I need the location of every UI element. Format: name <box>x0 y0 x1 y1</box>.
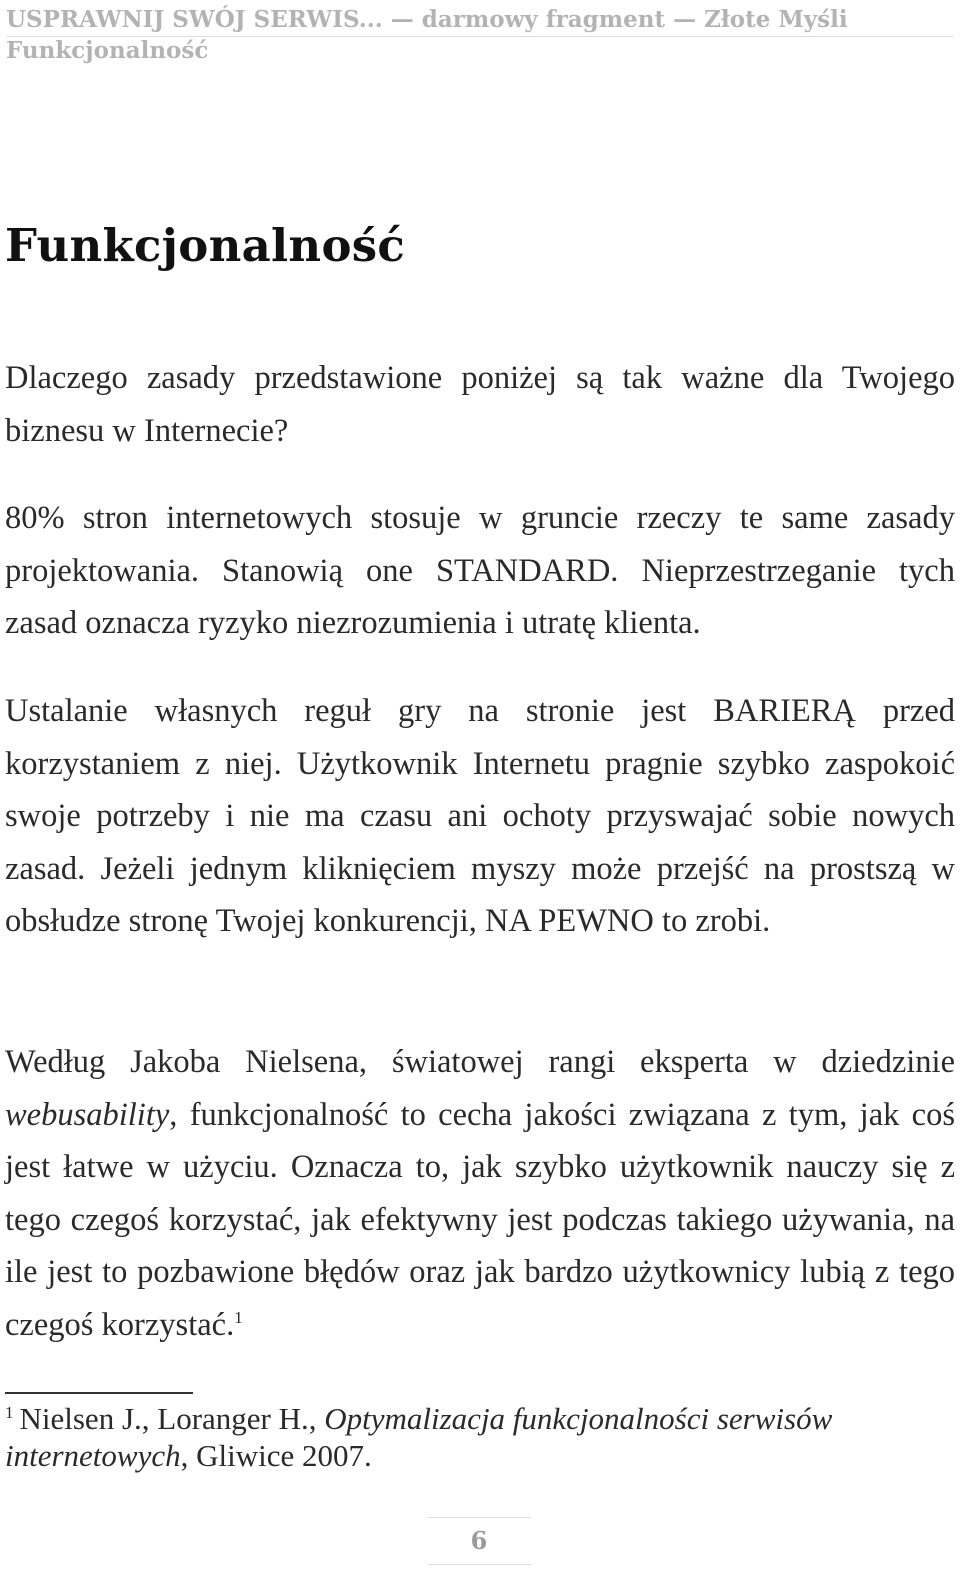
footnote-authors: Nielsen J., Loranger H., <box>19 1401 325 1436</box>
chapter-title: Funkcjonalność <box>5 219 406 272</box>
term-webusability: webusability <box>5 1096 170 1133</box>
running-header-chapter: Funkcjonalność <box>6 37 209 64</box>
paragraph-barrier: Ustalanie własnych reguł gry na stronie jest BARIERĄ przed korzystaniem z niej. Użytkownik Internetu pragnie szybko zaspokoić swoje potrzeby i nie ma czasu ani ochoty przyswajać sobie nowych zasad. Jeżeli jednym kliknięciem myszy może przejść na prostszą w obsłudze stronę Twojej konkurencji, NA PEWNO to zrobi. <box>5 693 955 939</box>
footnote-separator <box>5 1392 193 1394</box>
footnote-book-title: Optymalizacja funkcjonalności serwisów internetowych <box>5 1401 833 1473</box>
footnote-publication: , Gliwice 2007. <box>180 1438 372 1473</box>
running-header <box>6 4 954 66</box>
page-number: 6 <box>470 1526 488 1555</box>
paragraph-nielsen-part1: Według Jakoba Nielsena, światowej rangi eksperta w dziedzinie <box>5 1044 955 1080</box>
running-header-book-title: USPRAWNIJ SWÓJ SERWIS... — darmowy fragment — Złote Myśli <box>6 6 848 33</box>
page-footer <box>427 1517 531 1565</box>
paragraph-intro-question: Dlaczego zasady przedstawione poniżej są tak ważne dla Twojego biznesu w Internecie? <box>5 360 955 449</box>
footnote-reference[interactable]: 1 <box>234 1307 243 1327</box>
paragraph-standard: 80% stron internetowych stosuje w gruncie rzeczy te same zasady projektowania. Stanowią one STANDARD. Nieprzestrzeganie tych zasad oznacza ryzyko niezrozumienia i utratę klienta. <box>5 500 955 641</box>
header-divider <box>6 36 954 37</box>
footnote <box>5 1400 955 1474</box>
paragraph-nielsen-part2: , funkcjonalność to cecha jakości związana z tym, jak coś jest łatwe w użyciu. Oznacza to, jak szybko użytkownik nauczy się z tego czegoś korzystać, jak efektywny jest podczas takiego używania, na ile jest to pozbawione błędów oraz jak bardzo użytkownicy lubią z tego czegoś korzystać. <box>5 1096 955 1343</box>
footnote-mark: 1 <box>5 1402 14 1422</box>
paragraph-nielsen-definition <box>5 1036 955 1351</box>
